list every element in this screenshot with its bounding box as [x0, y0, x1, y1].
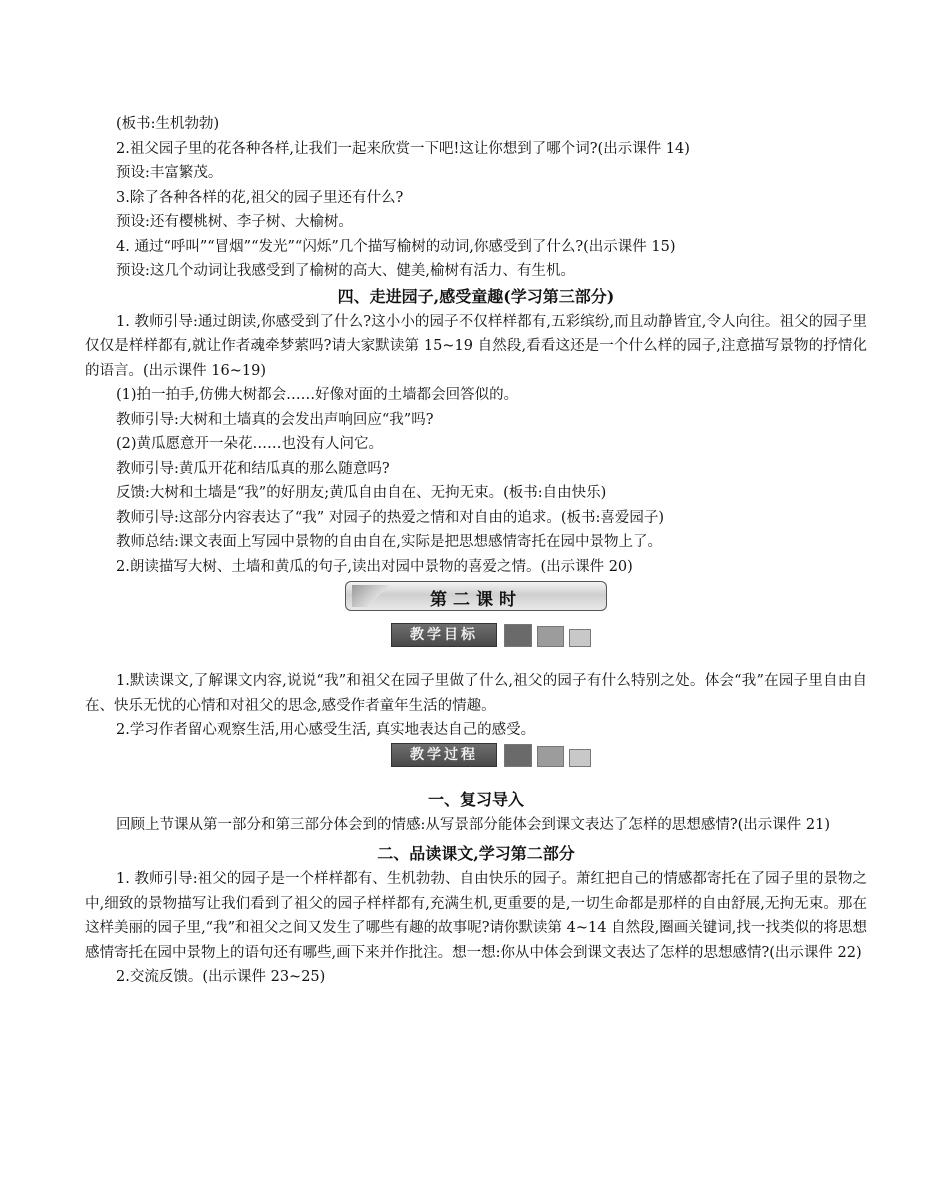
- text-line: 2.朗读描写大树、土墙和黄瓜的句子,读出对园中景物的喜爱之情。(出示课件 20): [116, 558, 633, 575]
- section-heading: 二、品读课文,学习第二部分: [377, 844, 575, 863]
- process-label-row: [391, 743, 867, 773]
- text-line: 2.学习作者留心观察生活,用心感受生活, 真实地表达自己的感受。: [116, 722, 536, 738]
- decor-square: [569, 749, 591, 767]
- text-line: 教师引导:这部分内容表达了“我” 对园子的热爱之情和对自由的追求。(板书:喜爱园子): [116, 509, 665, 526]
- text-line: 教师总结:课文表面上写园中景物的自由自在,实际是把思想感情寄托在园中景物上了。: [116, 534, 662, 550]
- document-page: [85, 112, 867, 990]
- text-line: 教师引导:大树和土墙真的会发出声响回应“我”吗?: [116, 411, 434, 428]
- paragraph: 1. 教师引导:通过朗读,你感受到了什么?这小小的园子不仅样样都有,五彩缤纷,而且动静皆宜,令人向往。祖父的园子里仅仅是样样都有,就让作者魂牵梦萦吗?请大家默读第 15~19 自然段,看看这还是一个什么样的园子,注意描写景物的抒情化的语言。(出示课件 16~19): [85, 313, 867, 379]
- process-label: 教学过程: [391, 743, 497, 767]
- paragraph: 1. 教师引导:祖父的园子是一个样样都有、生机勃勃、自由快乐的园子。萧红把自己的情感都寄托在了园子里的景物之中,细致的景物描写让我们看到了祖父的园子样样都有,充满生机,更重要的是,一切生命都是那样的自由舒展,无拘无束。那在这样美丽的园子里,“我”和祖父之间又发生了哪些有趣的故事呢?请你默读第 4~14 自然段,圈画关键词,找一找类似的将思想感情寄托在园中景物上的语句还有哪些,画下来并作批注。想一想:你从中体会到课文表达了怎样的思想感情?(出示课件 22): [85, 871, 867, 961]
- text-line: (板书:生机勃勃): [116, 116, 220, 132]
- section-heading: 一、复习导入: [427, 789, 524, 809]
- text-line: 3.除了各种各样的花,祖父的园子里还有什么?: [116, 189, 404, 206]
- paragraph: 1.默读课文,了解课文内容,说说“我”和祖父在园子里做了什么,祖父的园子有什么特别之处。体会“我”在园子里自由自在、快乐无忧的心情和对祖父的思念,感受作者童年生活的情趣。: [85, 673, 867, 714]
- text-line: 教师引导:黄瓜开花和结瓜真的那么随意吗?: [116, 460, 390, 477]
- section-heading: 四、走进园子,感受童趣(学习第三部分): [337, 286, 615, 306]
- decor-square: [569, 629, 591, 647]
- decor-square: [537, 626, 564, 647]
- text-line: 预设:还有樱桃树、李子树、大榆树。: [116, 214, 353, 230]
- decor-square: [537, 746, 564, 767]
- text-line: 预设:这几个动词让我感受到了榆树的高大、健美,榆树有活力、有生机。: [116, 263, 575, 279]
- decor-square: [504, 744, 532, 767]
- goals-label: 教学目标: [391, 623, 497, 647]
- text-line: (2)黄瓜愿意开一朵花……也没有人问它。: [116, 436, 384, 452]
- lesson-banner-title: 第二课时: [430, 590, 522, 610]
- lesson-banner-row: [85, 581, 867, 617]
- text-line: 4. 通过“呼叫”“冒烟”“发光”“闪烁”几个描写榆树的动词,你感受到了什么?(出示课件 15): [116, 238, 676, 255]
- text-line: 2.交流反馈。(出示课件 23~25): [116, 969, 326, 985]
- text-line: 反馈:大树和土墙是“我”的好朋友;黄瓜自由自在、无拘无束。(板书:自由快乐): [116, 485, 607, 501]
- paragraph: 回顾上节课从第一部分和第三部分体会到的情感:从写景部分能体会到课文表达了怎样的思想感情?(出示课件 21): [116, 816, 831, 833]
- text-line: 预设:丰富繁茂。: [116, 165, 223, 181]
- text-line: (1)拍一拍手,仿佛大树都会……好像对面的土墙都会回答似的。: [116, 387, 519, 403]
- goals-label-row: [391, 623, 867, 653]
- lesson-banner: [345, 581, 607, 611]
- decor-square: [504, 624, 532, 647]
- text-line: 2.祖父园子里的花各种各样,让我们一起来欣赏一下吧!这让你想到了哪个词?(出示课件 14): [116, 140, 690, 157]
